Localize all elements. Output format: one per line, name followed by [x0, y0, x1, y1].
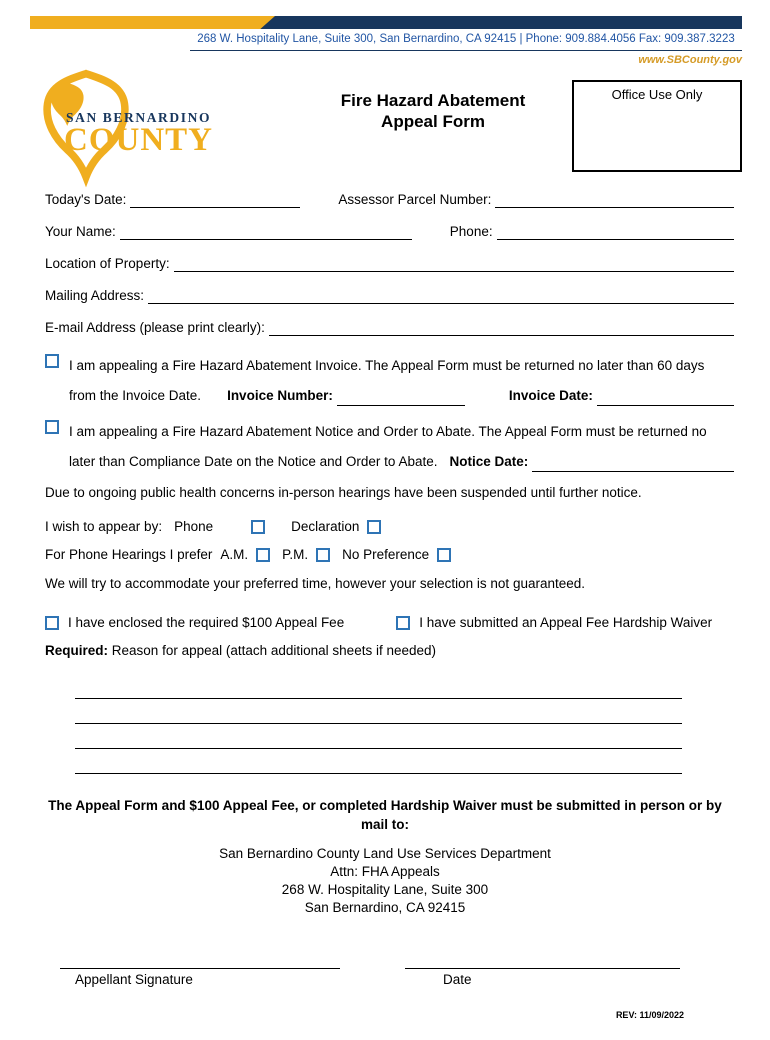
form-title-line1: Fire Hazard Abatement: [340, 91, 526, 110]
appellant-signature-field[interactable]: [60, 953, 340, 969]
hardship-waiver-label: I have submitted an Appeal Fee Hardship Waiver: [419, 615, 713, 630]
signature-row: [60, 953, 770, 969]
notice-date-field[interactable]: [532, 456, 734, 472]
form-title-line2: Appeal Form: [381, 112, 485, 131]
appellant-signature-label: Appellant Signature: [75, 972, 193, 987]
invoice-number-field[interactable]: [337, 390, 465, 406]
mail-addr-department: San Bernardino County Land Use Services Department: [219, 846, 551, 861]
logo-text-san-bernardino: SAN BERNARDINO: [66, 110, 212, 125]
appeal-fee-checkbox[interactable]: [45, 616, 59, 630]
time-preference-row: [45, 547, 734, 562]
invoice-date-field[interactable]: [597, 390, 734, 406]
appeal-fee-label: I have enclosed the required $100 Appeal Fee: [68, 615, 345, 630]
todays-date-label: Today's Date:: [45, 192, 127, 207]
invoice-appeal-section: [45, 352, 734, 406]
website-link[interactable]: www.SBCounty.gov: [638, 54, 742, 66]
email-label: E-mail Address (please print clearly):: [45, 320, 265, 335]
appear-phone-checkbox[interactable]: [251, 520, 265, 534]
revision-stamp: REV: 11/09/2022: [615, 1010, 684, 1020]
hardship-waiver-checkbox[interactable]: [396, 616, 410, 630]
phone-label: Phone:: [449, 224, 493, 239]
gold-accent-bar: [30, 16, 275, 29]
mail-addr-attn: Attn: FHA Appeals: [330, 864, 440, 879]
reason-label: Reason for appeal (attach additional sheets if needed): [111, 643, 436, 658]
notice-appeal-text-line2: later than Compliance Date on the Notice and Order to Abate.: [69, 454, 438, 469]
signature-labels: [75, 972, 770, 987]
appeal-form-page: [0, 16, 770, 1020]
mailing-destination-block: [0, 845, 770, 917]
pm-checkbox[interactable]: [316, 548, 330, 562]
reason-lines: [75, 674, 682, 774]
row-location: [45, 256, 734, 272]
am-checkbox[interactable]: [256, 548, 270, 562]
invoice-appeal-text-line2: from the Invoice Date.: [69, 388, 202, 403]
office-use-label: Office Use Only: [611, 87, 703, 102]
form-title: [263, 90, 603, 132]
invoice-number-label: Invoice Number:: [227, 388, 333, 403]
mailing-address-label: Mailing Address:: [45, 288, 145, 303]
signature-date-label: Date: [443, 972, 472, 987]
submission-instructions-line1: The Appeal Form and $100 Appeal Fee, or completed Hardship Waiver must be submitted in person or by: [48, 798, 722, 813]
notice-appeal-text-line1: I am appealing a Fire Hazard Abatement Notice and Order to Abate. The Appeal Form must be returned no: [69, 424, 707, 439]
email-field[interactable]: [269, 320, 734, 336]
office-use-only-box[interactable]: [572, 80, 742, 172]
property-location-field[interactable]: [174, 256, 734, 272]
reason-line-4[interactable]: [75, 749, 682, 774]
row-mailing: [45, 288, 734, 304]
appear-by-label: I wish to appear by:: [45, 519, 163, 534]
time-guarantee-notice: We will try to accommodate your preferred time, however your selection is not guaranteed.: [45, 576, 585, 591]
invoice-appeal-checkbox[interactable]: [45, 354, 59, 368]
apn-label: Assessor Parcel Number:: [338, 192, 492, 207]
notice-appeal-section: [45, 418, 734, 472]
appear-phone-label: Phone: [174, 519, 214, 534]
property-location-label: Location of Property:: [45, 256, 170, 271]
your-name-label: Your Name:: [45, 224, 116, 239]
logo-text-county: COUNTY: [64, 122, 214, 158]
navy-accent-bar: [255, 16, 742, 29]
pm-label: P.M.: [282, 547, 309, 562]
notice-appeal-checkbox[interactable]: [45, 420, 59, 434]
submission-instructions: [20, 796, 750, 834]
header-contact-line: 268 W. Hospitality Lane, Suite 300, San Bernardino, CA 92415 | Phone: 909.884.4056 Fax: 909.387.3223: [190, 33, 742, 51]
appear-by-row: [45, 519, 734, 534]
header-accent-bar: [30, 16, 742, 29]
submission-instructions-line2: mail to:: [360, 817, 409, 832]
phone-field[interactable]: [497, 224, 734, 240]
row-name-phone: [45, 224, 734, 240]
row-email: [45, 320, 734, 336]
row-date-apn: [45, 192, 734, 208]
hearings-suspended-notice: Due to ongoing public health concerns in-person hearings have been suspended until further notice.: [45, 485, 642, 500]
no-preference-checkbox[interactable]: [437, 548, 451, 562]
required-label: Required:: [45, 643, 109, 658]
invoice-appeal-text-line1: I am appealing a Fire Hazard Abatement Invoice. The Appeal Form must be returned no later than 60 days: [69, 358, 705, 373]
reason-line-2[interactable]: [75, 699, 682, 724]
mail-addr-city: San Bernardino, CA 92415: [304, 900, 466, 915]
masthead: [38, 68, 742, 192]
am-label: A.M.: [220, 547, 249, 562]
fee-waiver-row: [45, 615, 735, 630]
apn-field[interactable]: [495, 192, 734, 208]
your-name-field[interactable]: [120, 224, 412, 240]
time-preference-label: For Phone Hearings I prefer: [45, 547, 213, 562]
reason-line-1[interactable]: [75, 674, 682, 699]
appear-declaration-label: Declaration: [291, 519, 360, 534]
county-logo: [38, 68, 278, 190]
todays-date-field[interactable]: [130, 192, 300, 208]
reason-required-row: [45, 642, 734, 660]
signature-date-field[interactable]: [405, 953, 680, 969]
mailing-address-field[interactable]: [148, 288, 734, 304]
mail-addr-street: 268 W. Hospitality Lane, Suite 300: [281, 882, 489, 897]
notice-date-label: Notice Date:: [449, 454, 529, 469]
no-preference-label: No Preference: [342, 547, 430, 562]
invoice-date-label: Invoice Date:: [508, 388, 593, 403]
appear-declaration-checkbox[interactable]: [367, 520, 381, 534]
reason-line-3[interactable]: [75, 724, 682, 749]
